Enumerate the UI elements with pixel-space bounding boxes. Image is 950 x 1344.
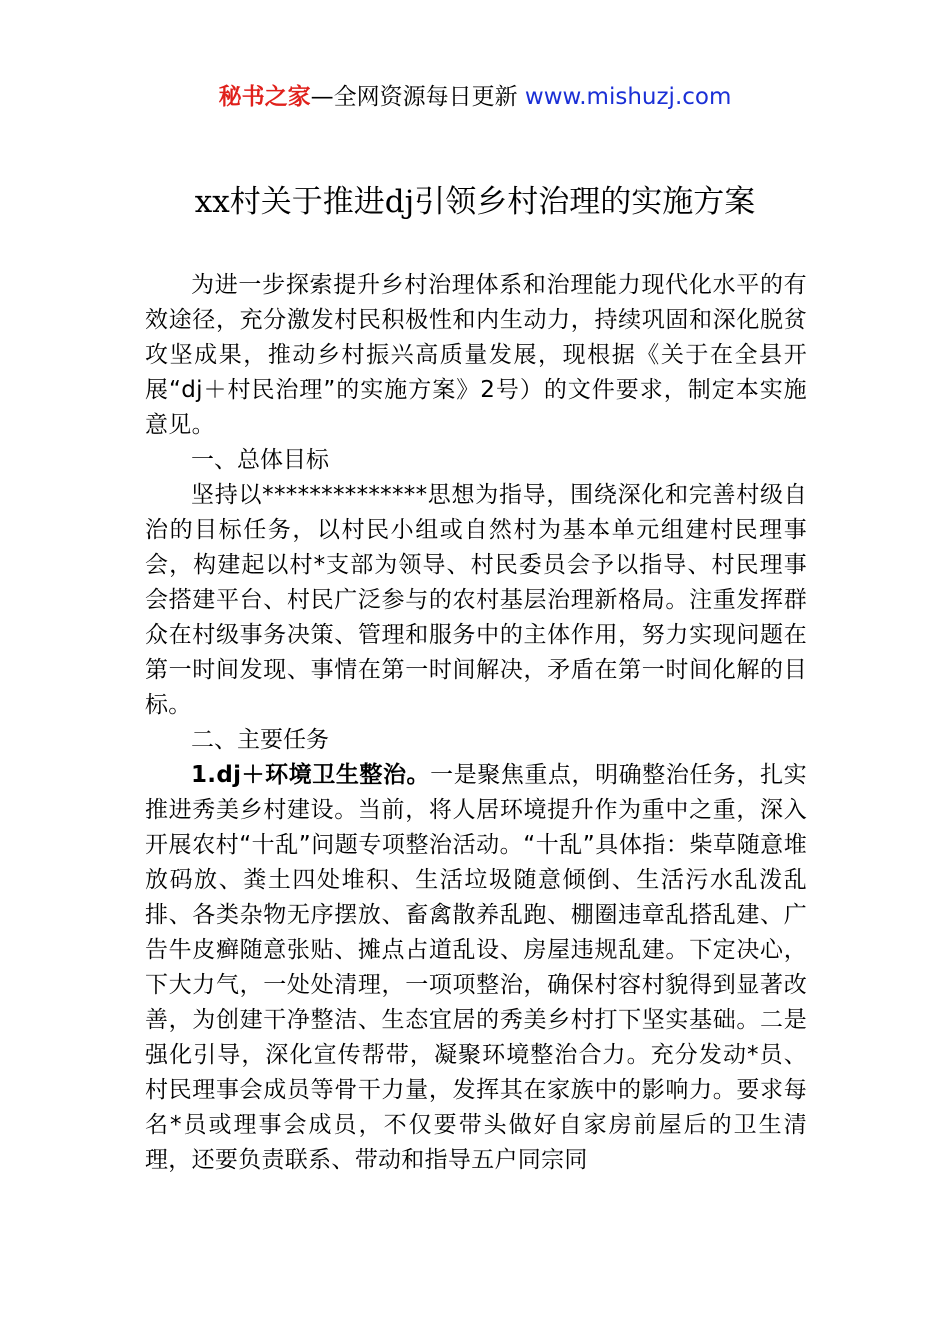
site-brand: 秘书之家: [218, 84, 311, 110]
intro-paragraph: 为进一步探索提升乡村治理体系和治理能力现代化水平的有效途径，充分激发村民积极性和内生动力，持续巩固和深化脱贫攻坚成果，推动乡村振兴高质量发展，现根据《关于在全县开展“dj＋村民治理”的实施方案》2号）的文件要求，制定本实施意见。: [145, 272, 807, 438]
document-body: [145, 268, 807, 1178]
document-title: xx村关于推进dj引领乡村治理的实施方案: [194, 184, 756, 220]
section-heading-goals: 一、总体目标: [191, 447, 329, 473]
task-item-1-lead: 1.dj＋环境卫生整治。: [191, 762, 431, 788]
task-item-1-paragraph: [145, 758, 807, 1178]
section-heading-tasks: 二、主要任务: [191, 727, 329, 753]
task-item-1-body: 一是聚焦重点，明确整治任务，扎实推进秀美乡村建设。当前，将人居环境提升作为重中之重，深入开展农村“十乱”问题专项整治活动。“十乱”具体指：柴草随意堆放码放、粪土四处堆积、生活垃圾随意倾倒、生活污水乱泼乱排、各类杂物无序摆放、畜禽散养乱跑、棚圈违章乱搭乱建、广告牛皮癣随意张贴、摊点占道乱设、房屋违规乱建。下定决心，下大力气，一处处清理，一项项整治，确保村容村貌得到显著改善，为创建干净整洁、生态宜居的秀美乡村打下坚实基础。二是强化引导，深化宣传帮带，凝聚环境整治合力。充分发动*员、村民理事会成员等骨干力量，发挥其在家族中的影响力。要求每名*员或理事会成员，不仅要带头做好自家房前屋后的卫生清理，还要负责联系、带动和指导五户同宗同: [145, 762, 807, 1173]
site-tagline: —全网资源每日更新: [310, 84, 525, 110]
site-url-link[interactable]: www.mishuzj.com: [524, 84, 732, 110]
site-header: [0, 80, 950, 114]
goals-paragraph: 坚持以**************思想为指导，围绕深化和完善村级自治的目标任务，以村民小组或自然村为基本单元组建村民理事会，构建起以村*支部为领导、村民委员会予以指导、村民理事会搭建平台、村民广泛参与的农村基层治理新格局。注重发挥群众在村级事务决策、管理和服务中的主体作用，努力实现问题在第一时间发现、事情在第一时间解决，矛盾在第一时间化解的目标。: [145, 482, 807, 718]
